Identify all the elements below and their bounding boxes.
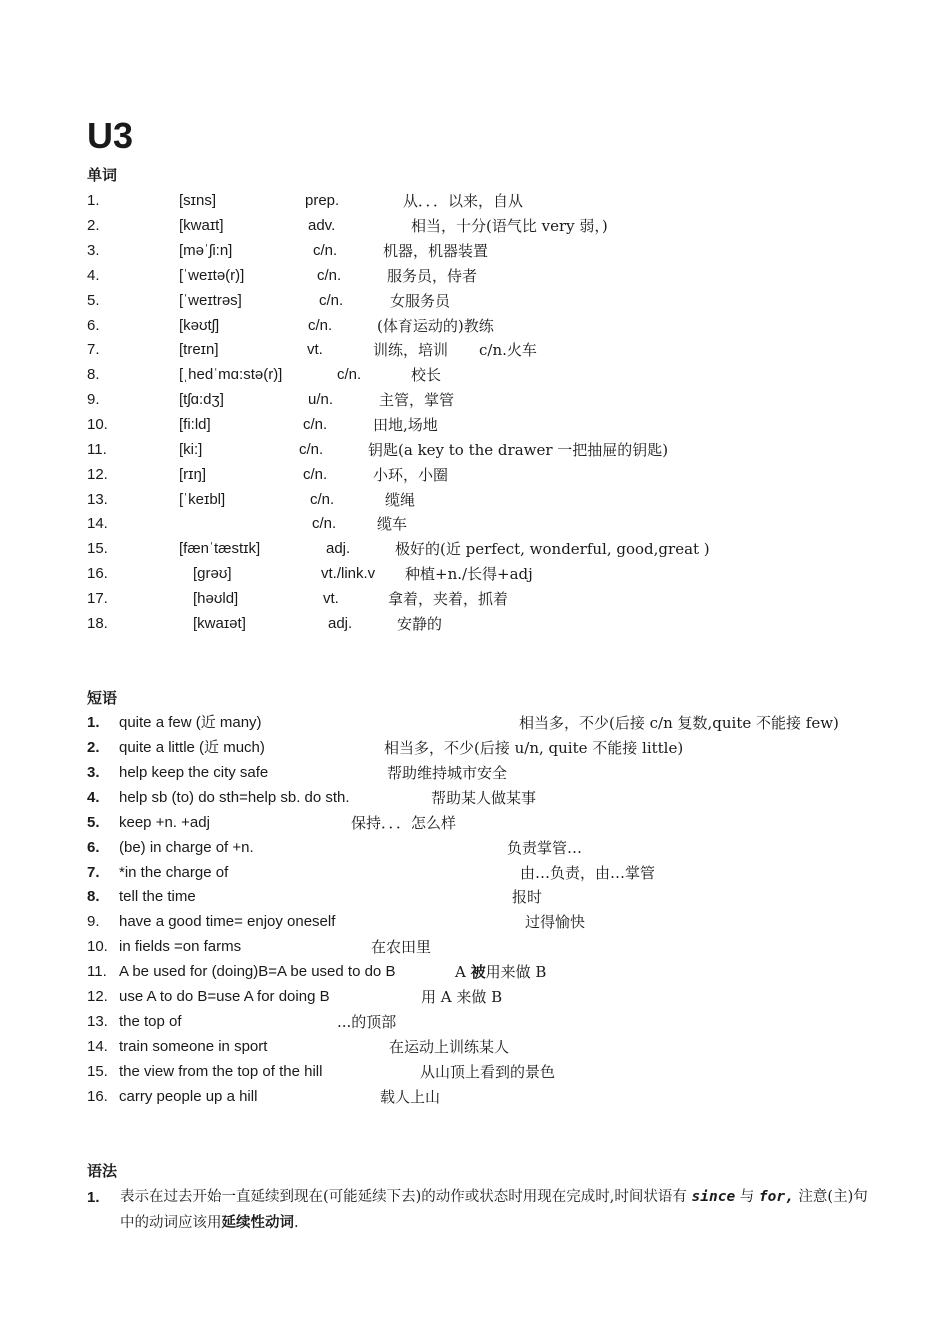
phrase-row (0, 837, 950, 859)
vocab-ipa: [kwaɪət] (193, 615, 246, 632)
phrase-english: the view from the top of the hill (119, 1063, 323, 1080)
vocab-ipa: [ˈweɪtə(r)] (179, 267, 245, 284)
vocab-meaning: (体育运动的)教练 (377, 317, 494, 335)
vocab-pos: u/n. (308, 391, 334, 408)
vocab-pos: c/n. (337, 366, 362, 383)
phrase-row (0, 1011, 950, 1033)
phrase-number: 7. (87, 864, 100, 881)
vocab-number: 9. (87, 391, 100, 408)
vocab-meaning: 极好的(近 perfect, wonderful, good,great ) (395, 540, 710, 558)
vocab-pos: adj. (326, 540, 351, 557)
phrase-english: help keep the city safe (119, 764, 269, 781)
vocab-number: 18. (87, 615, 108, 632)
vocab-meaning: 机器，机器装置 (383, 242, 489, 260)
phrase-row (0, 936, 950, 958)
vocab-row (0, 265, 950, 287)
vocab-pos: c/n. (303, 466, 328, 483)
phrase-number: 16. (87, 1088, 108, 1105)
vocab-number: 7. (87, 341, 100, 358)
phrase-row (0, 862, 950, 884)
vocab-ipa: [sɪns] (179, 192, 217, 209)
phrase-chinese: 由…负责，由…掌管 (520, 864, 656, 882)
vocab-meaning: 服务员，侍者 (387, 267, 478, 285)
vocab-row (0, 290, 950, 312)
phrase-number: 15. (87, 1063, 108, 1080)
vocab-ipa: [həʊld] (193, 590, 239, 607)
vocab-pos: c/n. (299, 441, 324, 458)
phrase-chinese: 负责掌管… (507, 839, 583, 857)
vocab-meaning: 安静的 (397, 615, 443, 633)
vocab-row (0, 439, 950, 461)
grammar-text (120, 1185, 880, 1236)
phrase-chinese: 帮助维持城市安全 (387, 764, 508, 782)
vocab-heading: 单词 (87, 167, 118, 184)
phrase-english: A be used for (doing)B=A be used to do B (119, 963, 396, 980)
vocab-number: 4. (87, 267, 100, 284)
phrase-english: the top of (119, 1013, 182, 1030)
vocab-pos: c/n. (317, 267, 342, 284)
vocab-row (0, 389, 950, 411)
vocab-meaning: 拿着，夹着，抓着 (388, 590, 509, 608)
vocab-ipa: [məˈʃi:n] (179, 242, 233, 259)
vocab-meaning: 钥匙(a key to the drawer 一把抽屉的钥匙) (368, 441, 669, 459)
vocab-meaning: 缆车 (377, 515, 408, 533)
vocab-row (0, 364, 950, 386)
vocab-row (0, 339, 950, 361)
vocab-row (0, 588, 950, 610)
phrase-chinese: 用 A 来做 B (421, 988, 503, 1006)
phrase-chinese: 在农田里 (371, 938, 432, 956)
vocab-number: 2. (87, 217, 100, 234)
phrase-chinese-bold: 被 (470, 963, 486, 981)
vocab-row (0, 315, 950, 337)
vocab-row (0, 489, 950, 511)
vocab-ipa: [treɪn] (179, 341, 219, 358)
vocab-meaning: 从．．．以来，自从 (403, 192, 524, 210)
phrase-number: 1. (87, 714, 100, 731)
vocab-row (0, 464, 950, 486)
phrase-english: help sb (to) do sth=help sb. do sth. (119, 789, 350, 806)
vocab-meaning: 小环，小圈 (373, 466, 449, 484)
vocab-number: 5. (87, 292, 100, 309)
vocab-meaning: 缆绳 (385, 491, 416, 509)
vocab-meaning: 种植+n./长得+adj (405, 565, 533, 583)
grammar-text-part3: 注意(主)句中的动词应该用 (120, 1189, 868, 1231)
vocab-pos: c/n. (310, 491, 335, 508)
vocab-pos: adj. (328, 615, 353, 632)
vocab-number: 13. (87, 491, 108, 508)
phrase-chinese: 相当多，不少(后接 c/n 复数,quite 不能接 few) (519, 714, 839, 732)
phrase-row (0, 712, 950, 734)
phrase-number: 9. (87, 913, 100, 930)
vocab-row (0, 513, 950, 535)
phrase-number: 11. (87, 963, 107, 980)
vocab-meaning: 校长 (411, 366, 442, 384)
phrase-english: train someone in sport (119, 1038, 268, 1055)
phrase-row (0, 986, 950, 1008)
phrase-row (0, 737, 950, 759)
vocab-pos: vt. (307, 341, 323, 358)
grammar-text-part4: . (294, 1215, 299, 1231)
vocab-ipa: [ˌhedˈmɑ:stə(r)] (179, 366, 283, 383)
grammar-bold-term: 延续性动词 (221, 1214, 294, 1231)
vocab-number: 3. (87, 242, 100, 259)
vocab-meaning: 女服务员 (390, 292, 451, 310)
grammar-heading: 语法 (87, 1163, 118, 1180)
vocab-ipa: [rɪŋ] (179, 466, 207, 483)
vocab-ipa: [ˈkeɪbl] (179, 491, 226, 508)
phrase-chinese (455, 961, 546, 983)
grammar-keyword-for: for, (758, 1189, 794, 1205)
phrase-row (0, 787, 950, 809)
phrase-chinese: 从山顶上看到的景色 (420, 1063, 556, 1081)
phrase-number: 2. (87, 739, 100, 756)
phrase-number: 5. (87, 814, 100, 831)
vocab-meaning: 相当，十分(语气比 very 弱，) (411, 217, 608, 235)
phrase-english: *in the charge of (119, 864, 229, 881)
vocab-ipa: [grəʊ] (193, 565, 232, 582)
vocab-ipa: [fi:ld] (179, 416, 211, 433)
phrase-chinese: 载人上山 (380, 1088, 441, 1106)
vocab-row (0, 563, 950, 585)
phrase-number: 4. (87, 789, 100, 806)
vocab-row (0, 414, 950, 436)
vocab-ipa: [kəʊtʃ] (179, 317, 220, 334)
phrase-heading: 短语 (87, 690, 118, 707)
vocab-pos: c/n. (303, 416, 328, 433)
vocab-number: 11. (87, 441, 107, 458)
vocab-pos: vt. (323, 590, 339, 607)
grammar-text-part2: 与 (735, 1189, 759, 1205)
vocab-pos: c/n. (308, 317, 333, 334)
vocab-row (0, 190, 950, 212)
vocab-number: 16. (87, 565, 108, 582)
phrase-number: 13. (87, 1013, 108, 1030)
phrase-chinese: 相当多，不少(后接 u/n, quite 不能接 little) (384, 739, 684, 757)
phrase-english: use A to do B=use A for doing B (119, 988, 330, 1005)
phrase-number: 6. (87, 839, 100, 856)
vocab-number: 12. (87, 466, 108, 483)
phrase-row (0, 762, 950, 784)
vocab-pos: prep. (305, 192, 340, 209)
vocab-row (0, 538, 950, 560)
vocab-meaning: 训练，培训 (373, 341, 449, 359)
phrase-chinese-pre: A (455, 963, 471, 981)
phrase-chinese: 保持．．．怎么样 (351, 814, 457, 832)
vocab-row (0, 613, 950, 635)
vocab-row (0, 215, 950, 237)
phrase-english: quite a little (近 much) (119, 739, 265, 756)
phrase-row (0, 1086, 950, 1108)
phrase-chinese: 报时 (512, 888, 543, 906)
phrase-number: 3. (87, 764, 100, 781)
vocab-pos: vt./link.v (321, 565, 376, 582)
vocab-row (0, 240, 950, 262)
phrase-english: quite a few (近 many) (119, 714, 262, 731)
phrase-row (0, 886, 950, 908)
vocab-number: 14. (87, 515, 108, 532)
vocab-ipa: [tʃɑ:dʒ] (179, 391, 224, 408)
phrase-number: 14. (87, 1038, 108, 1055)
vocab-meaning: 主管，掌管 (379, 391, 455, 409)
vocab-pos: adv. (308, 217, 336, 234)
phrase-english: in fields =on farms (119, 938, 242, 955)
phrase-row (0, 961, 950, 983)
phrase-chinese: 在运动上训练某人 (389, 1038, 510, 1056)
vocab-ipa: [ˈweɪtrəs] (179, 292, 242, 309)
phrase-row (0, 812, 950, 834)
phrase-chinese: 过得愉快 (525, 913, 586, 931)
vocab-number: 17. (87, 590, 108, 607)
phrase-row (0, 1061, 950, 1083)
vocab-number: 8. (87, 366, 100, 383)
vocab-number: 1. (87, 192, 100, 209)
page-title: U3 (87, 115, 134, 156)
vocab-pos: c/n. (319, 292, 344, 309)
vocab-extra-meaning: c/n.火车 (479, 341, 537, 359)
phrase-chinese: 帮助某人做某事 (431, 789, 537, 807)
phrase-english: tell the time (119, 888, 196, 905)
vocab-number: 15. (87, 540, 108, 557)
grammar-text-part1: 表示在过去开始一直延续到现在(可能延续下去)的动作或状态时用现在完成时,时间状语有 (120, 1189, 692, 1205)
phrase-row (0, 1036, 950, 1058)
vocab-pos: c/n. (313, 242, 338, 259)
grammar-number: 1. (87, 1189, 100, 1206)
phrase-row (0, 911, 950, 933)
phrase-number: 12. (87, 988, 108, 1005)
grammar-keyword-since: since (691, 1189, 736, 1205)
vocab-pos: c/n. (312, 515, 337, 532)
phrase-chinese-post: 用来做 B (485, 963, 547, 981)
phrase-number: 10. (87, 938, 108, 955)
phrase-english: carry people up a hill (119, 1088, 258, 1105)
phrase-english: (be) in charge of +n. (119, 839, 254, 856)
vocab-number: 6. (87, 317, 100, 334)
vocab-ipa: [ki:] (179, 441, 203, 458)
vocab-ipa: [fænˈtæstɪk] (179, 540, 261, 557)
phrase-english: have a good time= enjoy oneself (119, 913, 336, 930)
phrase-chinese: ...的顶部 (337, 1013, 397, 1031)
vocab-ipa: [kwaɪt] (179, 217, 224, 234)
phrase-english: keep +n. +adj (119, 814, 210, 831)
vocab-meaning: 田地,场地 (373, 416, 438, 434)
vocab-number: 10. (87, 416, 108, 433)
phrase-number: 8. (87, 888, 100, 905)
